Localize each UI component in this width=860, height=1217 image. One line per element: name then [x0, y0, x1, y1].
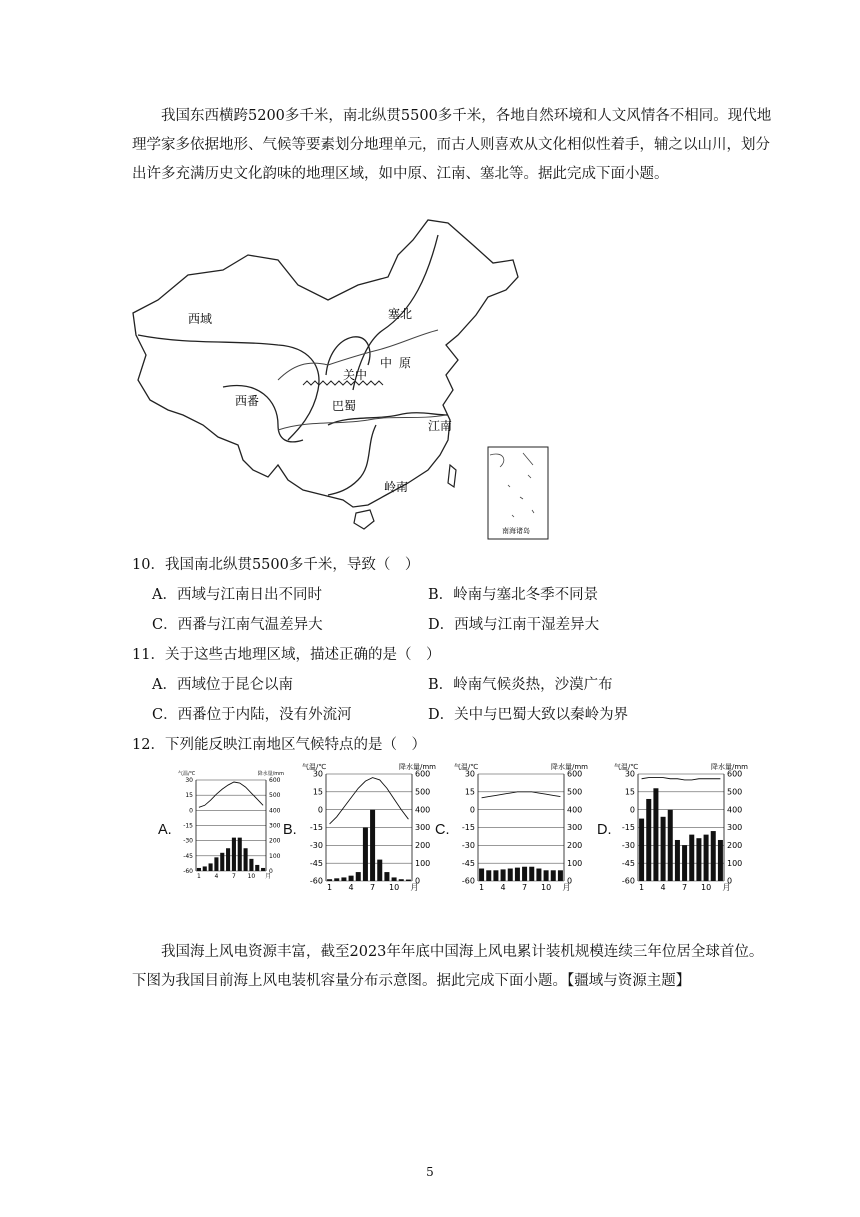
month-tick-label: 4 — [214, 873, 219, 880]
precip-bar — [718, 840, 723, 881]
precip-bar — [392, 877, 397, 881]
temp-tick-label: -30 — [621, 841, 635, 850]
temp-tick-label: -60 — [309, 876, 323, 886]
precip-bar — [377, 860, 382, 881]
month-tick-label: 1 — [327, 883, 333, 892]
precip-tick-label: 400 — [269, 807, 281, 815]
precip-bar — [493, 870, 498, 881]
month-tick-label: 10 — [700, 883, 712, 892]
temp-tick-label: -45 — [621, 858, 635, 868]
temp-axis-label: 气温/℃ — [302, 763, 327, 771]
precip-tick-label: 200 — [567, 841, 583, 850]
precip-bar — [341, 877, 346, 881]
precip-bar — [486, 870, 491, 881]
temp-tick-label: -60 — [621, 876, 635, 886]
intro-text-1: 我国东西横跨5200多千米，南北纵贯5500多千米，各地自然环境和人文风情各不相同。现代地理学家多依据地形、气候等要素划分地理单元，而古人则喜欢从文化相似性着手，辅之以山川，划分出许多充满历史文化韵味的地理区域，如中原、江南、塞北等。据此完成下面小题。 — [132, 108, 772, 182]
precip-tick-label: 200 — [269, 837, 281, 845]
temp-tick-label: 15 — [624, 787, 635, 797]
q10-option-b[interactable]: B．岭南与塞北冬季不同景 — [428, 587, 599, 603]
precip-tick-label: 0 — [567, 876, 573, 886]
climate-chart-a — [176, 768, 286, 883]
precip-tick-label: 100 — [567, 858, 583, 868]
precip-tick-label: 500 — [415, 787, 431, 797]
q11-option-d[interactable]: D．关中与巴蜀大致以秦岭为界 — [428, 707, 629, 723]
q12-option-d-letter[interactable]: D. — [597, 822, 612, 838]
inset-label: 南海诸岛 — [502, 527, 530, 535]
climate-chart-d — [612, 760, 750, 895]
precip-bar — [696, 838, 701, 881]
precip-bar — [399, 879, 404, 881]
question-11-stem: 11．关于这些古地理区域，描述正确的是（ ） — [132, 647, 441, 663]
lingnan-boundary — [328, 425, 376, 495]
precip-bar — [384, 872, 389, 881]
temp-tick-label: 15 — [464, 787, 475, 797]
precip-bar — [220, 853, 224, 871]
precip-tick-label: 500 — [567, 787, 583, 797]
precip-tick-label: 100 — [727, 858, 743, 868]
temp-tick-label: 30 — [185, 777, 193, 784]
precip-bar — [515, 868, 520, 881]
precip-bar — [334, 878, 339, 881]
precip-bar — [675, 840, 680, 881]
temp-tick-label: -15 — [621, 823, 635, 833]
precip-tick-label: 200 — [415, 841, 431, 850]
precip-tick-label: 0 — [415, 876, 421, 886]
precip-bar — [522, 867, 527, 881]
precip-tick-label: 200 — [727, 841, 743, 850]
precip-tick-label: 400 — [727, 805, 743, 815]
q12-option-a-letter[interactable]: A. — [158, 822, 172, 838]
precip-bar — [704, 835, 709, 881]
precip-bar — [255, 865, 259, 871]
precip-bar — [668, 810, 673, 881]
precip-tick-label: 600 — [567, 769, 583, 779]
temp-tick-label: 0 — [629, 805, 635, 815]
temp-tick-label: -15 — [309, 823, 323, 833]
month-tick-label: 4 — [500, 883, 506, 892]
temp-tick-label: 30 — [624, 769, 635, 779]
page-number: 5 — [426, 1165, 434, 1179]
climate-chart-b — [300, 760, 438, 895]
precip-bar — [529, 867, 534, 881]
china-outline — [133, 220, 518, 507]
precip-bar — [639, 819, 644, 881]
precip-tick-label: 300 — [727, 823, 743, 833]
temp-tick-label: -15 — [183, 822, 193, 830]
precip-tick-label: 300 — [269, 822, 281, 830]
temp-tick-label: 0 — [317, 805, 323, 815]
month-tick-label: 4 — [660, 883, 666, 892]
temp-line — [642, 778, 721, 780]
label-yuan: 原 — [399, 356, 412, 370]
month-tick-label: 10 — [388, 883, 400, 892]
label-xiyu: 西域 — [188, 312, 213, 326]
intro-text-2: 我国海上风电资源丰富，截至2023年年底中国海上风电累计装机规模连续三年位居全球首位。下图为我国目前海上风电装机容量分布示意图。据此完成下面小题。【疆域与资源主题】 — [132, 944, 764, 989]
temp-axis-label: 气温/℃ — [178, 771, 196, 777]
temp-tick-label: -60 — [183, 868, 193, 875]
precip-bar — [349, 876, 354, 881]
temp-tick-label: -45 — [309, 858, 323, 868]
month-tick-label: 10 — [247, 873, 256, 880]
temp-line — [330, 778, 409, 824]
precip-bar — [226, 848, 230, 871]
month-tick-label: 1 — [197, 873, 201, 880]
precip-bar — [363, 828, 368, 882]
precip-bar — [261, 868, 265, 871]
precip-bar — [653, 788, 658, 881]
precip-bar — [406, 880, 411, 881]
temp-tick-label: -30 — [309, 841, 323, 850]
temp-tick-label: 30 — [464, 769, 475, 779]
temp-tick-label: -30 — [183, 837, 193, 845]
precip-bar — [238, 838, 242, 871]
precip-tick-label: 300 — [415, 823, 431, 833]
precip-tick-label: 600 — [415, 769, 431, 779]
q10-option-d[interactable]: D．西域与江南干湿差异大 — [428, 617, 600, 633]
question-12-stem: 12．下列能反映江南地区气候特点的是（ ） — [132, 737, 426, 753]
precip-bar — [209, 863, 213, 871]
month-tick-label: 1 — [639, 883, 645, 892]
temp-tick-label: 15 — [185, 792, 193, 800]
month-unit-label: 月 — [410, 883, 419, 892]
precip-tick-label: 0 — [727, 876, 733, 886]
precip-tick-label: 0 — [269, 868, 273, 875]
precip-bar — [370, 810, 375, 881]
precip-bar — [203, 866, 207, 871]
precip-tick-label: 100 — [415, 858, 431, 868]
south-china-sea-inset — [488, 447, 548, 539]
precip-bar — [544, 870, 549, 881]
month-unit-label: 月 — [265, 873, 272, 880]
label-saibei: 塞北 — [388, 307, 413, 321]
precip-bar — [711, 831, 716, 881]
precip-tick-label: 500 — [727, 787, 743, 797]
q11-option-c[interactable]: C．西番位于内陆，没有外流河 — [152, 707, 352, 723]
intro-paragraph-2 — [132, 938, 772, 996]
precip-bar — [214, 857, 218, 871]
precip-bar — [327, 879, 332, 881]
precip-tick-label: 400 — [415, 805, 431, 815]
precip-tick-label: 100 — [269, 852, 281, 860]
month-tick-label: 1 — [479, 883, 485, 892]
q10-option-c[interactable]: C．西番与江南气温差异大 — [152, 617, 323, 633]
temp-tick-label: -60 — [461, 876, 475, 886]
precip-bar — [249, 859, 253, 871]
label-guanzhong: 关中 — [343, 368, 368, 382]
label-bashu: 巴蜀 — [332, 399, 357, 413]
month-tick-label: 7 — [522, 883, 528, 892]
precip-bar — [689, 835, 694, 881]
temp-tick-label: 0 — [469, 805, 475, 815]
precip-bar — [232, 838, 236, 871]
month-tick-label: 4 — [348, 883, 354, 892]
q12-option-c-letter[interactable]: C. — [435, 822, 450, 838]
temp-tick-label: -15 — [461, 823, 475, 833]
month-tick-label: 10 — [540, 883, 552, 892]
precip-tick-label: 500 — [269, 792, 281, 800]
precip-bar — [536, 869, 541, 881]
temp-axis-label: 气温/℃ — [454, 763, 479, 771]
xiyu-boundary — [138, 335, 319, 440]
q10-option-a[interactable]: A．西域与江南日出不同时 — [152, 587, 322, 603]
precip-bar — [551, 870, 556, 881]
temp-tick-label: 15 — [312, 787, 323, 797]
question-10-stem: 10．我国南北纵贯5500多千米，导致（ ） — [132, 557, 420, 573]
label-jiangnan: 江南 — [428, 419, 453, 433]
month-unit-label: 月 — [562, 883, 571, 892]
month-unit-label: 月 — [722, 883, 731, 892]
precip-tick-label: 400 — [567, 805, 583, 815]
precip-tick-label: 600 — [727, 769, 743, 779]
precip-axis-label: 降水量/mm — [711, 763, 748, 771]
precip-axis-label: 降水量/mm — [257, 771, 284, 777]
precip-tick-label: 600 — [269, 777, 281, 784]
temp-tick-label: -45 — [183, 852, 193, 860]
month-tick-label: 7 — [232, 873, 236, 880]
precip-axis-label: 降水量/mm — [399, 763, 436, 771]
precip-bar — [558, 870, 563, 881]
intro-paragraph-1 — [132, 102, 772, 189]
precip-bar — [661, 817, 666, 881]
month-tick-label: 7 — [370, 883, 376, 892]
precip-bar — [197, 868, 201, 871]
precip-bar — [682, 845, 687, 881]
label-lingnan: 岭南 — [384, 480, 409, 494]
month-tick-label: 7 — [682, 883, 688, 892]
precip-bar — [501, 869, 506, 881]
hainan-island — [354, 510, 374, 529]
inset-coast — [490, 453, 534, 517]
precip-bar — [356, 872, 361, 881]
climate-chart-c — [452, 760, 590, 895]
temp-axis-label: 气温/℃ — [614, 763, 639, 771]
temp-line — [482, 792, 561, 798]
q11-option-a[interactable]: A．西域位于昆仑以南 — [152, 677, 293, 693]
temp-tick-label: 30 — [312, 769, 323, 779]
q12-option-b-letter[interactable]: B. — [283, 822, 297, 838]
temp-line — [199, 782, 263, 807]
precip-tick-label: 300 — [567, 823, 583, 833]
precip-bar — [479, 869, 484, 881]
precip-bar — [508, 869, 513, 881]
precip-axis-label: 降水量/mm — [551, 763, 588, 771]
precip-bar — [244, 848, 248, 871]
china-cultural-regions-map — [128, 215, 553, 545]
precip-bar — [646, 799, 651, 881]
temp-tick-label: -30 — [461, 841, 475, 850]
taiwan-island — [448, 465, 456, 487]
q11-option-b[interactable]: B．岭南气候炎热，沙漠广布 — [428, 677, 613, 693]
temp-tick-label: -45 — [461, 858, 475, 868]
label-xifan: 西番 — [235, 394, 260, 408]
label-zhong: 中 — [380, 356, 393, 370]
temp-tick-label: 0 — [189, 807, 193, 815]
